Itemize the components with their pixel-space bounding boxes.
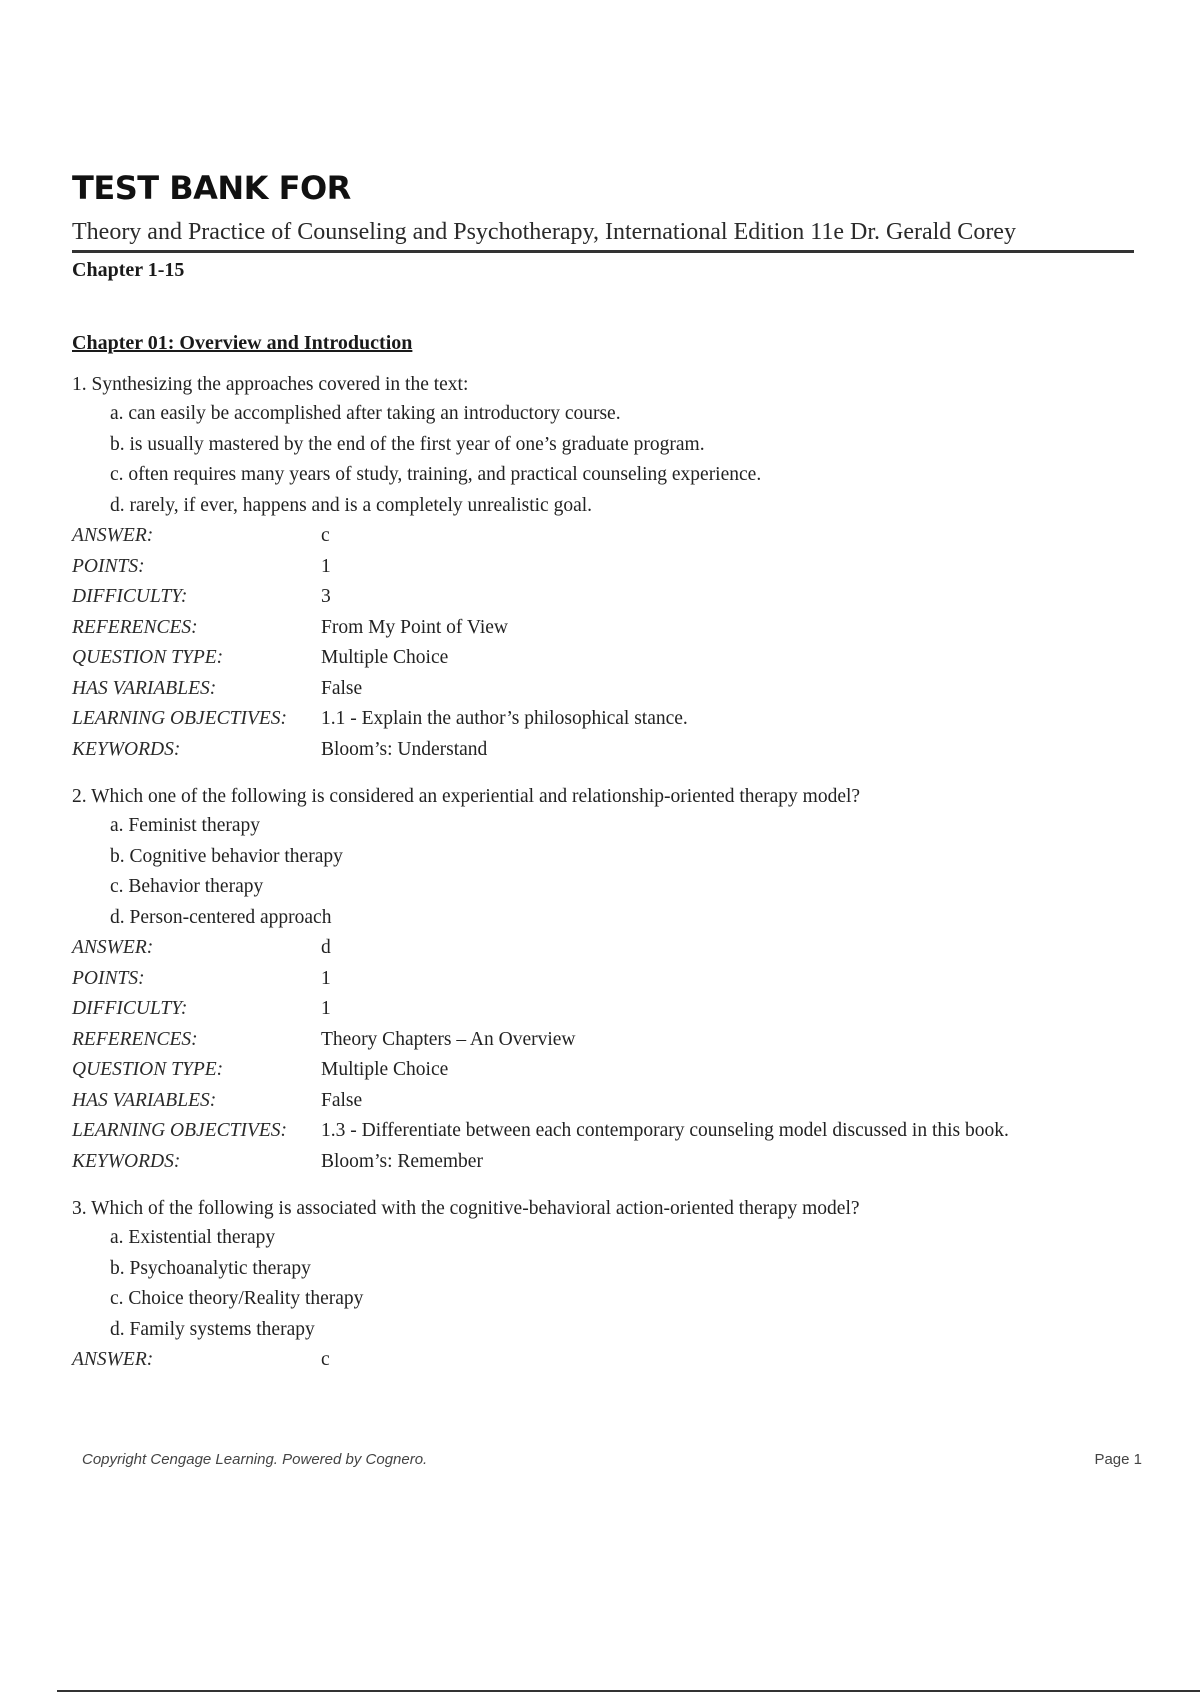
- difficulty-value: 1: [321, 998, 331, 1019]
- copyright-footer: Copyright Cengage Learning. Powered by Cognero.: [82, 1451, 428, 1468]
- question-stem: 1. Synthesizing the approaches covered in the text:: [72, 374, 469, 395]
- references-value: Theory Chapters – An Overview: [321, 1028, 576, 1050]
- question-type-value: Multiple Choice: [321, 647, 449, 668]
- points-label: POINTS:: [72, 967, 145, 989]
- answer-options: [72, 1223, 1134, 1345]
- answer-value: c: [321, 1349, 330, 1370]
- references-label: REFERENCES:: [72, 616, 198, 638]
- keywords-label: KEYWORDS:: [72, 738, 181, 760]
- option-d: d. rarely, if ever, happens and is a completely unrealistic goal.: [110, 494, 593, 516]
- option-b: b. Cognitive behavior therapy: [110, 845, 343, 867]
- page-number: Page 1: [1094, 1451, 1142, 1468]
- keywords-label: KEYWORDS:: [72, 1150, 181, 1172]
- question-type-label: QUESTION TYPE:: [72, 1059, 224, 1080]
- answer-label: ANSWER:: [72, 525, 154, 546]
- has-variables-label: HAS VARIABLES:: [72, 1089, 217, 1111]
- question-metadata: [72, 933, 1134, 1177]
- option-b: b. is usually mastered by the end of the first year of one’s graduate program.: [110, 433, 705, 455]
- option-c: c. Behavior therapy: [110, 876, 264, 897]
- difficulty-value: 3: [321, 586, 331, 607]
- answer-value: d: [321, 937, 331, 958]
- answer-options: [72, 811, 1134, 933]
- answer-label: ANSWER:: [72, 1349, 154, 1370]
- document-heading: TEST BANK FOR: [72, 169, 351, 207]
- references-value: From My Point of View: [321, 616, 508, 638]
- has-variables-value: False: [321, 1089, 363, 1111]
- question-1: [72, 371, 1134, 765]
- option-d: d. Family systems therapy: [110, 1318, 315, 1340]
- references-label: REFERENCES:: [72, 1028, 198, 1050]
- question-stem: 2. Which one of the following is considered an experiential and relationship-oriented therapy model?: [72, 786, 861, 807]
- learning-objectives-label: LEARNING OBJECTIVES:: [72, 708, 288, 729]
- has-variables-label: HAS VARIABLES:: [72, 677, 217, 699]
- question-3: [72, 1195, 1134, 1376]
- question-type-label: QUESTION TYPE:: [72, 647, 224, 668]
- option-a: a. Existential therapy: [110, 1227, 276, 1248]
- bottom-divider: [57, 1690, 1200, 1692]
- keywords-value: Bloom’s: Understand: [321, 738, 488, 760]
- chapter-title: Chapter 01: Overview and Introduction: [72, 332, 413, 354]
- option-c: c. Choice theory/Reality therapy: [110, 1288, 364, 1309]
- points-label: POINTS:: [72, 555, 145, 577]
- points-value: 1: [321, 967, 331, 989]
- points-value: 1: [321, 555, 331, 577]
- test-bank-page: [72, 169, 1134, 1376]
- answer-value: c: [321, 525, 330, 546]
- title-divider: [72, 250, 1134, 253]
- question-metadata: [72, 1345, 1134, 1376]
- has-variables-value: False: [321, 677, 363, 699]
- question-stem: 3. Which of the following is associated with the cognitive-behavioral action-oriented therapy model?: [72, 1198, 860, 1219]
- keywords-value: Bloom’s: Remember: [321, 1150, 483, 1172]
- option-d: d. Person-centered approach: [110, 906, 332, 928]
- book-title: Theory and Practice of Counseling and Psychotherapy, International Edition 11e Dr. Gerald Corey: [72, 219, 1016, 245]
- option-b: b. Psychoanalytic therapy: [110, 1257, 311, 1279]
- difficulty-label: DIFFICULTY:: [72, 998, 188, 1019]
- question-type-value: Multiple Choice: [321, 1059, 449, 1080]
- chapter-range: Chapter 1-15: [72, 259, 185, 281]
- option-a: a. Feminist therapy: [110, 815, 261, 836]
- learning-objectives-label: LEARNING OBJECTIVES:: [72, 1120, 288, 1141]
- option-c: c. often requires many years of study, training, and practical counseling experience.: [110, 464, 762, 485]
- learning-objectives-value: 1.3 - Differentiate between each contemporary counseling model discussed in this book.: [321, 1120, 1009, 1141]
- question-metadata: [72, 521, 1134, 765]
- answer-label: ANSWER:: [72, 937, 154, 958]
- learning-objectives-value: 1.1 - Explain the author’s philosophical stance.: [321, 708, 688, 729]
- answer-options: [72, 399, 1134, 521]
- option-a: a. can easily be accomplished after taking an introductory course.: [110, 403, 621, 424]
- question-2: [72, 783, 1134, 1177]
- difficulty-label: DIFFICULTY:: [72, 586, 188, 607]
